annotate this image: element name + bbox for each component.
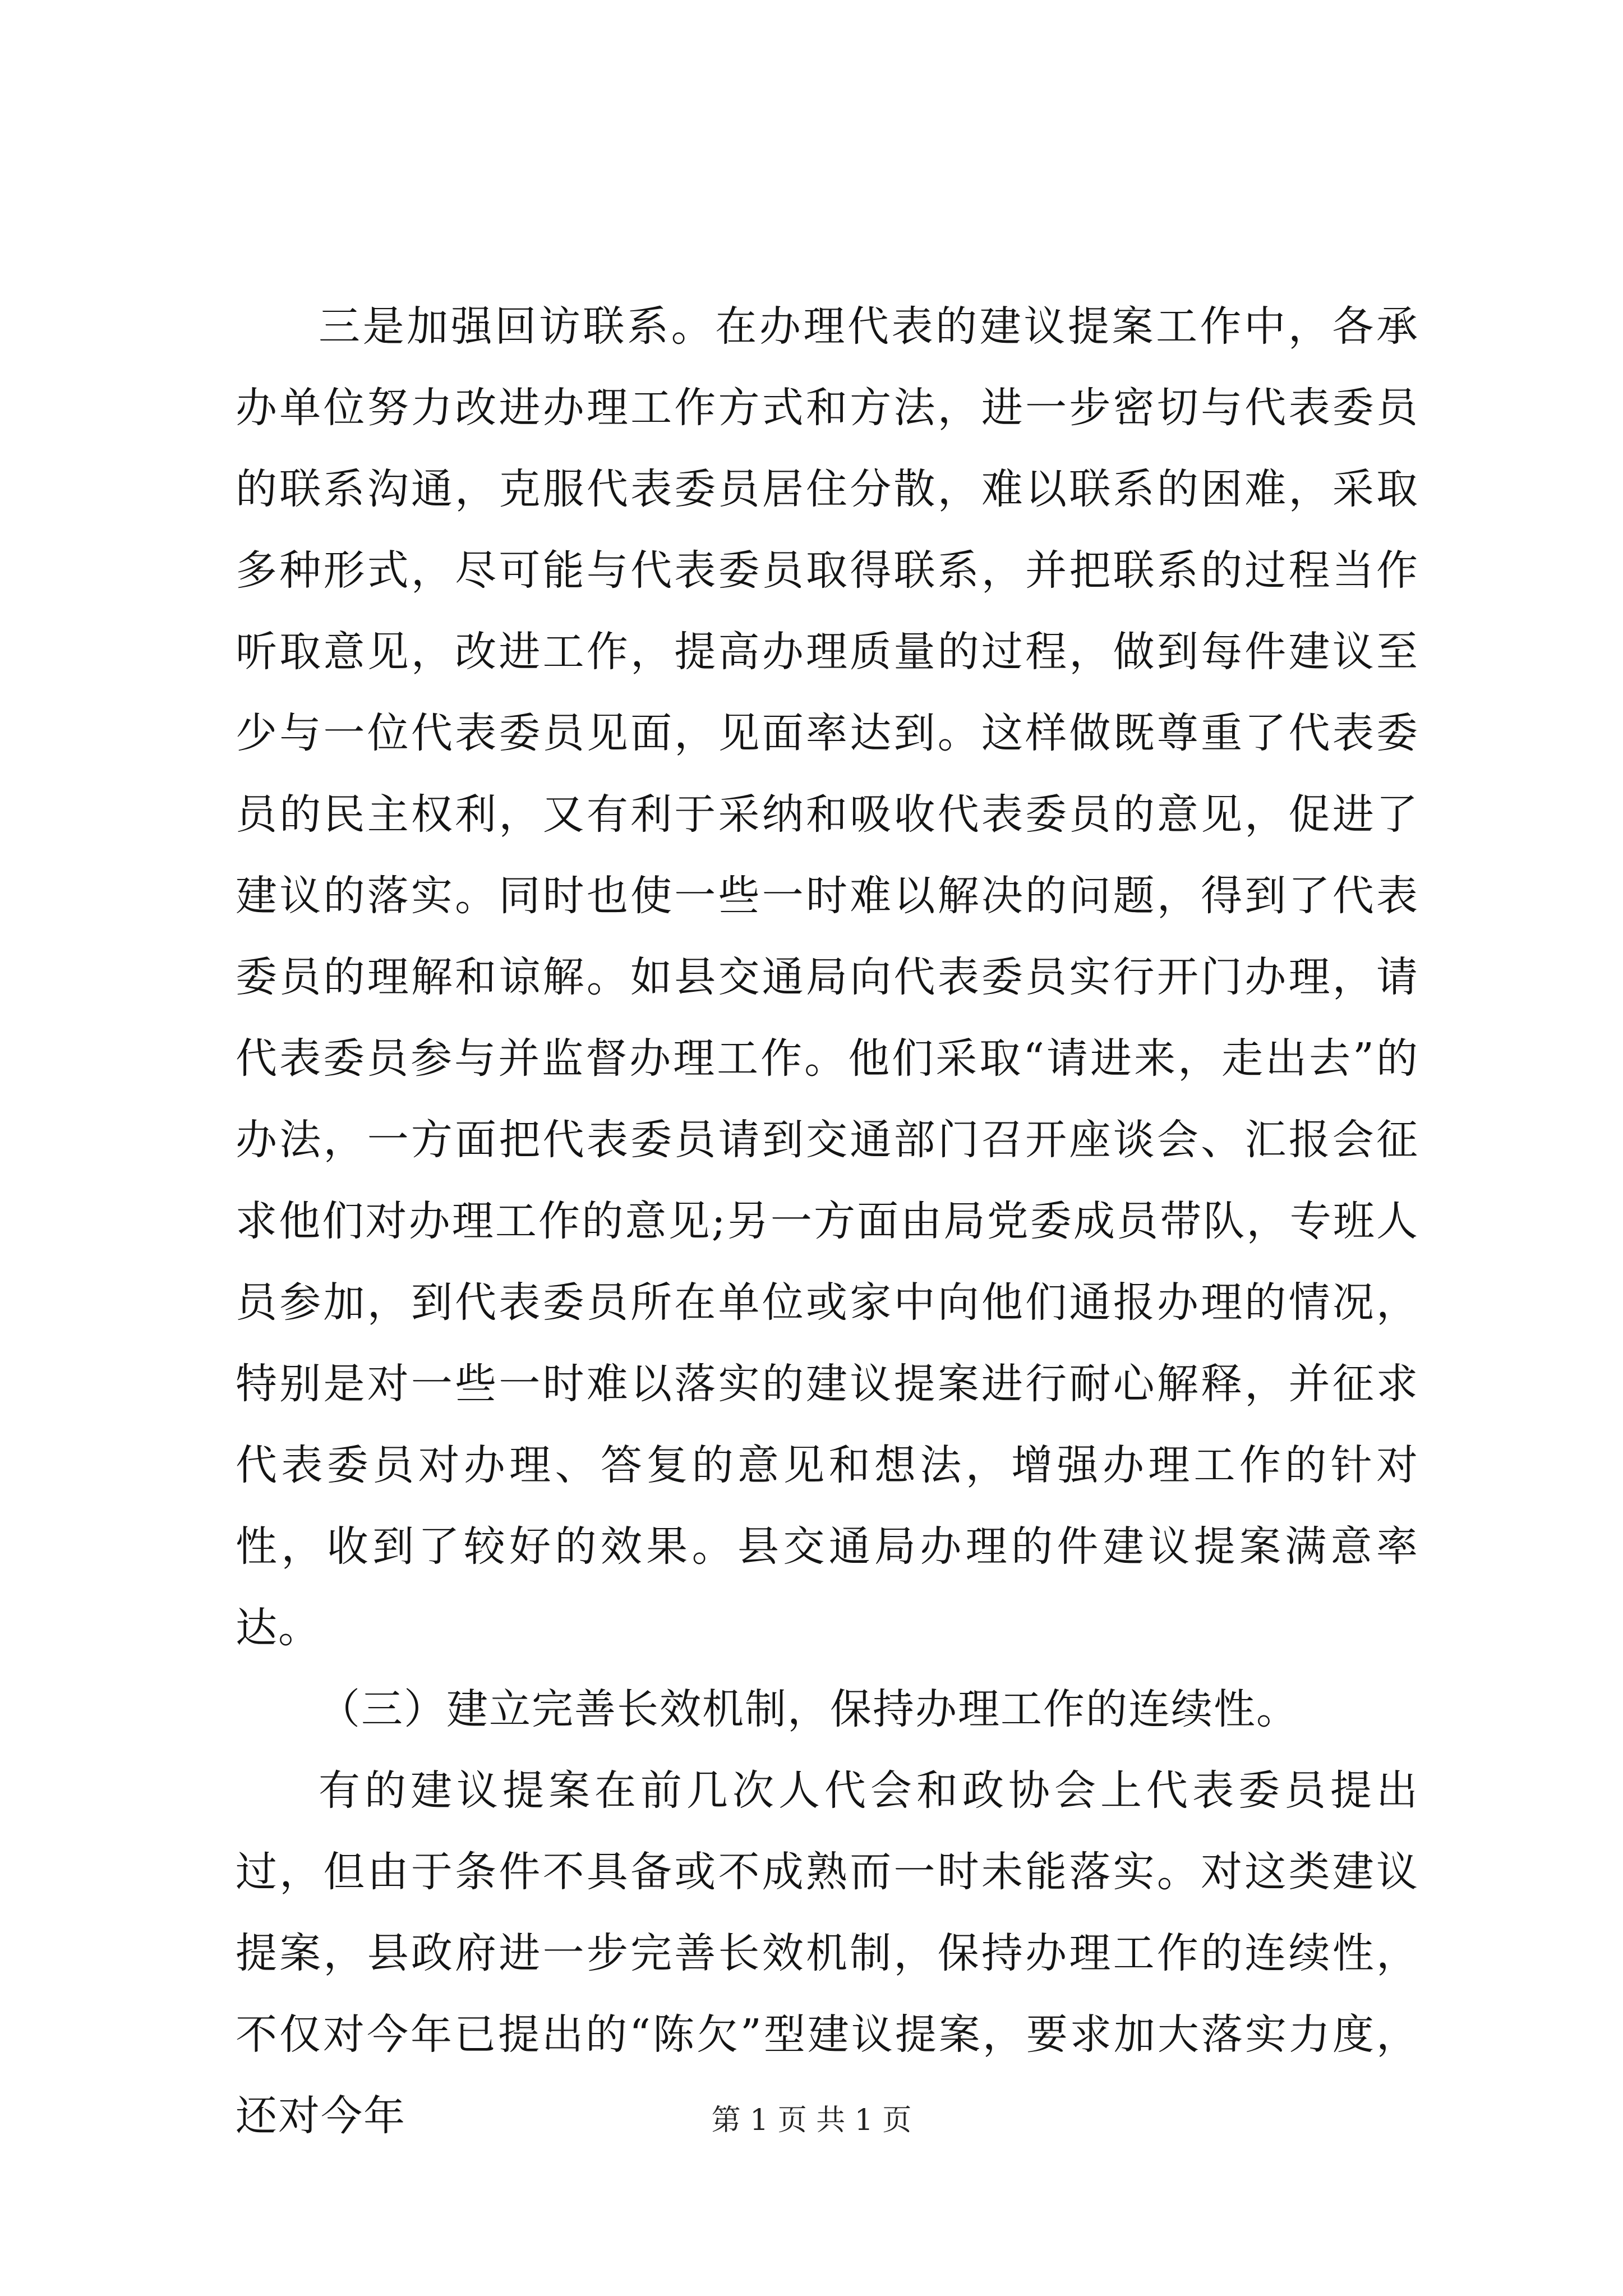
section-heading-three: （三）建立完善长效机制，保持办理工作的连续性。 (319, 1685, 1299, 1733)
paragraph-revisit-contact: 三是加强回访联系。在办理代表的建议提案工作中，各承办单位努力改进办理工作方式和方法，进一步密切与代表委员的联系沟通，克服代表委员居住分散，难以联系的困难，采取多种形式，尽可能与代表委员取得联系，并把联系的过程当作听取意见，改进工作，提高办理质量的过程，做到每件建议至少与一位代表委员见面，见面率达到。这样做既尊重了代表委员的民主权利，又有利于采纳和吸收代表委员的意见，促进了建议的落实。同时也使一些一时难以解决的问题，得到了代表委员的理解和谅解。如县交通局向代表委员实行开门办理，请代表委员参与并监督办理工作。他们采取“请进来，走出去”的办法，一方面把代表委员请到交通部门召开座谈会、汇报会征求他们对办理工作的意见;另一方面由局党委成员带队，专班人员参加，到代表委员所在单位或家中向他们通报办理的情况，特别是对一些一时难以落实的建议提案进行耐心解释，并征求代表委员对办理、答复的意见和想法，增强办理工作的针对性，收到了较好的效果。县交通局办理的件建议提案满意率达。 (236, 302, 1419, 1652)
document-body (236, 286, 1419, 2157)
paragraph-long-term-mechanism: 有的建议提案在前几次人代会和政协会上代表委员提出过，但由于条件不具备或不成熟而一时未能落实。对这类建议提案，县政府进一步完善长效机制，保持办理工作的连续性，不仅对今年已提出的“陈欠”型建议提案，要求加大落实力度，还对今年 (236, 1766, 1419, 2140)
page-footer: 第 1 页 共 1 页 (711, 2104, 912, 2137)
